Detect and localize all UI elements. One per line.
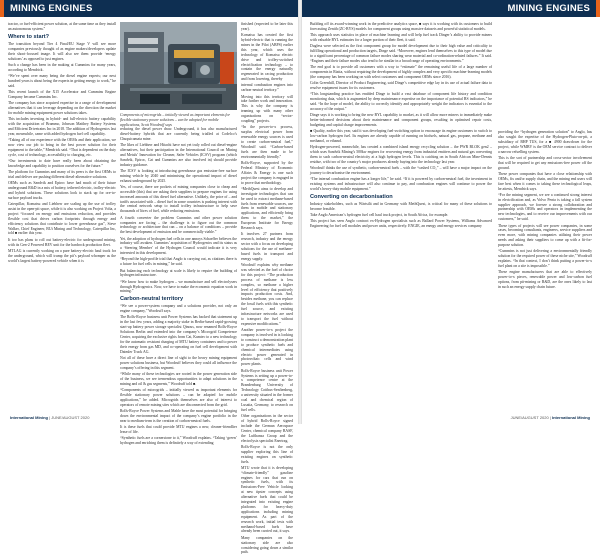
paragraph: internal combustion engines into carbon-neutral territory.” (241, 83, 293, 93)
box-heading: Carbon-neutral territory (120, 296, 184, 303)
photo-caption: Components of microgrids – initially viewed as important elements for flexible stationary power solutions – can be adopted for mobile applications, Scott Woodruff says (120, 113, 230, 127)
paragraph: “The internal combustion engine has a longer life,” he said. “If it is powered by carbon-neutral fuel, the investment in existing systems and infrastructure will also continue to pay, and combustion engines will continue to power the world’s heavy-duty mobile equipment.” (310, 177, 492, 192)
paragraph: This recent launch of the X15 Accelerator and Cummins Engine Company became Cummins Inc. (8, 89, 116, 99)
page-footer (10, 415, 89, 420)
paragraph: The ICSV is looking at introducing greenhouse gas emission-free surface mining vehicle by 2040 and minimising the operational impact of diesel exhaust underground by 2025. (120, 168, 237, 183)
paragraph: tractor, or fuel-efficient power solution, at the same time as they install an autonomous system.” (8, 22, 116, 31)
footer-brand: International Mining (10, 415, 48, 420)
paragraph: OEMs such as Sandvik and Epiroc have had much of their future underground R&D in a mix of battery, tethered electric, trolley-electric and hybrid solutions. These solutions look to stack up for ore-to-surface payload trucks. (8, 181, 116, 200)
paragraph: This project has seen Anglo contract ex-Hydrogen specialists such as Ballard Power Systems, Williams Advanced Engineering for fuel cell modules and power units, respectively. ENGIE, an energy and energy services company (310, 219, 492, 229)
paragraph: The company has since acquired expertise in a range of development alternatives that it can leverage depending on the direction the market for mobile mining equipment power solutions takes. (8, 100, 116, 115)
paragraph: Yet, the adoption of hydrogen fuel cells in one annoys Schaeffer believes the industry will awaken. Cummins’ acquisition of Hydrogenics and its status as a ‘Steering Member’ of the Hydrogen Council would indicate it is very interested in this development. (120, 236, 237, 256)
section-header (302, 0, 600, 17)
section-header (0, 0, 298, 17)
page-footer (511, 415, 590, 420)
paragraph: “Synthetic fuels are a cornerstone to it,” Woodruff explains. “Taking ‘green’ hydrogen and enriching them is definitely a way of extending (120, 436, 237, 446)
paragraph: Other organisations in the sector of hybrid Rolls-Royce signed include the German Aerospace Center, chemical company BASF, the Lufthansa Group and the electrolysis specialist Enertrag. (241, 414, 293, 443)
paragraph: Take Anglo American’s hydrogen fuel cell haul truck project, in South Africa, for example. (310, 213, 449, 218)
paragraph: Rolls-Royce is not the only supplier exploring this line of existing engines on synthetic fuels. (241, 444, 293, 464)
paragraph: Moving into this territory will take further work and innovation. This is why the company is teaming up with many other organisations on “sector-coupling” projects. (241, 94, 293, 124)
paragraph: reducing the diesel power draw. Underground, it has also manufactured diesel-battery hybrids that are currently being trialled at Codelco’s Chuquicamata mine. (120, 127, 237, 141)
paragraph: “In the power-to-x process, surplus electrical power from renewable energy sources is used to create carbon-neutral fuel,” Woodruff said. “Carbon-based fuels are then made to be environmentally friendly.” (241, 125, 293, 159)
paragraph: The Rolls-Royce business unit Power Systems has backed that statement up in the last few years, adding a majority stake in Berlin-based rapid-growing start-up battery power storage specialist Qinous, now renamed Rolls-Royce Solutions Berlin and extended into the company’s Microgrid Competence Center, acquiring the exclusive rights from Cat, Kumtec to a new technology for the automatic resistant charging of MTU battery containers and to power their energy from gas MD, and co-operating on fuel cell development with Daimler Truck AG. (120, 315, 237, 354)
left-page (0, 0, 298, 555)
paragraph: Such a change has been in the making at Cummins for many years, according to Mendrick. (8, 62, 116, 72)
paragraph: Yes, of course, there are pockets of mining companies close to cheap and accessible (this) that are asking their suppliers to prepare engines for using increased amounts of this diesel fuel alternative. Unlikely, the price of – and tariffs associated with – diesel fuel in some countries is pushing interest with the central network setup to install trolley infrastructure to help save thousands of litres of fuel, while reducing emissions. (120, 184, 237, 214)
article-column-1 (8, 22, 116, 265)
section-title: MINING ENGINES (507, 3, 590, 14)
paragraph: Rolls-Royce business unit Power Systems is setting up a power-to-x competence centre at the Brandenburg University of Technology Cottbus-Senftenberg, a university situated in the former coal and chemical region of Lusatia, Germany, to research on fuel cells. (241, 368, 293, 412)
header-accent (596, 0, 600, 17)
footer-brand: International Mining (552, 415, 590, 420)
paragraph: ■ Quality, earlier this year, said it was developing fuel-switching option to encourage its engine customers to switch to low-carbon hydrogen fuel. Its engines are already capable of running on biofuels, natural gas, propane, methane and methanol, or ethanol. (310, 129, 492, 144)
paragraph: Woodruff thinks the use of synthetic, carbon-neutral fuels – with the “cashed CO₂” – will have a major impact on the journey to decarbonise the environment. (310, 166, 492, 176)
paragraph: This is the sort of partnership and cross-sector involvement that will be required to get any emissions-free power off the ground. (498, 155, 592, 170)
paragraph: These engine manufacturers that are able to effectively power-to-x pieces, renewable power and low-carbon fuel options, from pit-mining or R&D, are the ones likely to last in such an energy supply chain future. (498, 270, 592, 289)
paragraph: But balancing each technology at scale is likely to require the building of hydrogen infrastructure. (120, 268, 237, 278)
article-column-1 (310, 22, 492, 402)
paragraph: “This longstanding practice has enabled Dinge to build a vast database of component life history and condition monitoring data, which is augmented by deep maintenance expertise on the importance of potential BS indicators,” he said. “In the hope of model, the ability to correctly identify and appropriately weight the indicators is essential to the accuracy of the output.” (310, 92, 492, 111)
paragraph: The transition beyond Tier 4 Final/EU Stage V will see more companies previously thought of as engine makers/developers update their shoot-focused image. It will also see them provide ‘energy solutions’ as opposed to just engines. (8, 41, 116, 61)
paragraph: It is these fuels that could provide MTU engines a new, cleaner-friendlier lease of life. (120, 425, 237, 434)
subheading: Converting on decarbonisation (310, 193, 393, 200)
paragraph: “Components of microgrids – initially viewed as important elements for flexible stationary power solutions – can be adapted for mobile applications,” he added. Microgrids themselves are also of interest to operators of remote mining sites which are disconnected from the grid. (120, 388, 237, 407)
header-accent (0, 0, 4, 17)
article-column-3 (241, 22, 293, 555)
paragraph: Building off its award-winning work in the predictive analytics space, ■ says it is working with its customers to build forecasting Zenith (ZC-BYS) models for component groups using massive datasets and powerful statistical models. (310, 22, 492, 31)
paragraph: A fourth converter the problem Cummins and other power solution companies are facing – the challenge is to figure out the common technology or architecture that can – on a balance of conditions – provide the best development of emission and be commercially viable.” (120, 215, 237, 235)
paragraph: This approach uses statistics in place of machine learning and will help fuel track Dinger’s ability to provide miners with valuable BYL estimates for a larger portion of their fleet, it said. (310, 33, 492, 43)
paragraph: MTLAG is currently working on a pure battery-electric haul truck for the underground, which will trump the pit’s payload whomper as the world’s largest battery-powered vehicle when it is (8, 248, 116, 263)
paragraph: It too has plans to roll out battery-electric for underground mining, with its Gen-2 Powered BEV unit for the hardrock production fleet. (8, 237, 116, 247)
right-page (302, 0, 600, 424)
paragraph: Colin Greenhill, Director of Product Engineering, said Dinge’s competitive edge lay in its use of actual failure data to resolve equipment issues for its customers. (310, 81, 492, 91)
paragraph: The platform for Cummins and many of its peers is the first OEMs to trial and deliver are pushing different diesel-alternative solutions. (8, 169, 116, 179)
paragraph: These types of projects will see power companies, in some cases, becoming consultants, engineers, service suppliers and even more, with mining companies utilising their power needs and asking their suppliers to come up with a fit-for-purpose solution. (498, 223, 592, 248)
paragraph: Another power-to-x project the company is involved in is looking to construct a demonstration plant to produce synthetic fuels and chemical intermediates using electric power generated in photovoltaic cells and wind power plants. (241, 328, 293, 367)
paragraph: Not all of these have a direct line of sight to the heavy mining equipment power solutions business, but Woodruff believes they could all influence the company’s offering in this segment. (120, 356, 237, 370)
paragraph: This includes investing in hybrid- and full-electric battery capability with the acquisition of Brammo, Johnson Matthey Battery Systems and Efficient Drivetrains Inc in 2018. The addition of Hydrogenics last year, meanwhile, came with added hydrogen fuel cell capability. (8, 116, 116, 136)
paragraph: “We know how to make hydrogen – we manufacture and sell electrolysers through Hydrogenics. Now, we have to make the economic equation work in mining.” (120, 279, 237, 294)
paragraph: Hydrogen-powered, meanwhile, has created a combined island energy recycling solution – the PWR BLOK gen2 – which uses Sandvik Mining’s 500kw engines for recovering energy from industrial emitters and natural gas converting them to such carbon-neutral electricity at a high hydrogen levels. This is catching on in South African Mine-Dennis residue, with two of the country’s major producers already buying into the technology last year. (310, 145, 492, 164)
paragraph: Woodruff explains why methane was selected as the fuel of choice for this project: “The production process of methane is less complex, so methane a higher level of efficiency that positively impacts production costs. And, besides methane, you can replace the fossil fuels with this synthetic fuel source, and existing infrastructure networks are used to transport the fuel without expensive modifications.” (241, 262, 293, 326)
paragraph: Dinge says it is working to bring the new BYL capability to market, as it will allow more miners to immediately make better-informed decisions about their maintenance and component groups, resulting in optimised repair costs, budgeting and capital charge improvements. (310, 113, 492, 127)
subheading: Where to start? (8, 33, 50, 40)
engine-photo (120, 22, 237, 110)
paragraph: The likes of Liebherr and Hitachi have not yet truly rolled out diesel-engine alternatives, but their participation in the International Council on Mining and Metals’ Innovation for Cleaner, Safer Vehicles (ICSV) program (which Sandvik, Epiroc, Cat and Cummins are also involved in) should provide industry guidance. (120, 143, 237, 167)
paragraph: Rolls-Royce Power Systems and Mahle have the most potential for bringing down the environmental impact of the company’s engine portfolio in the near to medium-term is the creation of carbon-neutral fuels. (120, 408, 237, 423)
paragraph: finished (expected to be later this year). (241, 22, 293, 31)
paragraph: “For the mining segment, we see a continued strong interest in electrification and, as Volvo Penta is taking a fall system supplier approach, we foresee a strong collaboration and partnership with OEMs and operators in implementing the new technologies, and to receive our improvements with our customers,” he said. (498, 192, 592, 222)
article-column-2 (498, 130, 592, 390)
engine-illustration (120, 22, 237, 110)
footer-issue: | JUNE/AUGUST 2020 (49, 415, 90, 420)
paragraph: “MethQuest aims to develop and investigate technologies that can be used to extract methane-based fuels from renewable sources, use them in mobile and stationary applications, and efficiently bring them to the market,” the European Institute for Energy Research says. (241, 186, 293, 231)
paragraph: Caterpillar, Komatsu and Liebherr are scaling up the use of trolley assist in the open-pit space, while it is also working on Project Volta, a project “focused on energy and emissions reduction, and provides flexible cost that drives carbon footprints through energy and efficiency solutions that contribute to lower greenhouse gas”, Steve Walker, Chief Engineer, BUi Mining and Technology, Caterpillar Inc, told ■ earlier this year. (8, 201, 116, 236)
paragraph: “While many of these technologies are rooted in the power generation side of the business, we see tremendous opportunities to adapt solutions in the mining and oil & gas segments,” Woodruff told ■. (120, 372, 237, 386)
section-title: MINING ENGINES (10, 3, 93, 14)
paragraph: Komatsu has created the first hybrid-electric that is running the mines in the Pilot (ABPS) earlier this year, which uses the technology of Komatsu electric drive and trolley-switched electrification technology – to contain the energy naturally regenerated in racing production and from lowering, thereby (241, 33, 293, 82)
paragraph: providing the “hydrogen generation solution” to Anglo, has also sought the expertise of the Hydrogen-Pluto-on-pit, a subsidiary of BHP TUS, for a ■ 4900 drawdown for the project, while WMBV is the OEM service contract to deliver a narrow refuelling system. (498, 130, 592, 154)
paragraph: “We’ve spent over many being the diesel engine experts; our next hundred years is about being the experts in getting energy to work,” he said. (8, 73, 116, 88)
paragraph: Many companies on the stationary side are also considering going down a similar path. (241, 535, 293, 555)
paragraph: These power companies that have a close relationship with OEMs, fix and/or supply chain, and the mining end users will fare best when it comes to taking these technological leaps, he attests, Mendrick says. (498, 171, 592, 191)
paragraph: Dugless were selected as the first component group for model development due to their high value and criticality to fulfilling operational and production targets, Dinge said. “Moreover, engines lend themselves to this type of model due to a significant percentage of common failure modes sharing wear material and co-ordination-related failures.” It said. “Engines and their failure modes also tend to be similar in a broad range of operating environments.” (310, 44, 492, 63)
paragraph: “Taking all of our experience with the OEMs and their application, we now view our job to bring in the best power solution for their equipment to the table,” Mendrick said. “That is dependent on the duty cycle, cost of technology, accessibility to charging, etc. (8, 137, 116, 157)
article-column-2 (120, 127, 237, 446)
paragraph: “We see a power-system company and a solutions provider, not only an engine company,” Woodruff says. (120, 304, 237, 314)
paragraph: Industry stakeholders, such as Wärtsilä and in Germany with MethQuest, is critical for many of these solutions to become feasible. (310, 201, 492, 211)
footer-issue: JUNE/AUGUST 2020 | (510, 415, 551, 420)
paragraph: MTU wrote that it is developing “climate-friendly” gasoline engines for cars that run on synthetic fuels, with its Emissions-Free Vehicle looking at new tipster concepts using alternative fuels that could be integrated into existing engine platforms for heavy-duty applications including mining equipment. As part of the research work, initial tests with methanol-based fuels have already been carried out, it says. (241, 465, 293, 534)
paragraph: “Our investments to date have really been about obtaining the knowledge and capability to position ourselves for the future.” (8, 158, 116, 168)
paragraph: “Beyond the high-profile trial that Anglo is carrying out, as citations there is a future for fuel cells in mining,” he said. (120, 257, 237, 267)
paragraph: Rolls-Royce, supported by the Federal Ministry of Economic Affairs & Energy is one such project the company is engaged in to prove that methodology. (241, 160, 293, 185)
paragraph: The end goal is to provide all customers with a way to “estimate” the remaining useful life of a large number of components in Riatta, without requiring the development of highly complex and very specific machine-learning models (the company has been working on with select customers and component OEMs since 2016). (310, 65, 492, 79)
paragraph: It involves 27 partners from research, industry and the energy sector with a focus on developing solutions for the use of methane-based fuels in transport and energy supply. (241, 232, 293, 261)
paragraph: “Cummins is not just delivering a environmentally friendly solution for the required power of these niche site,” Woodruff explains. “In that context, I don’t think putting a power-to-x fuel plant on a site is impossible.” (498, 249, 592, 269)
